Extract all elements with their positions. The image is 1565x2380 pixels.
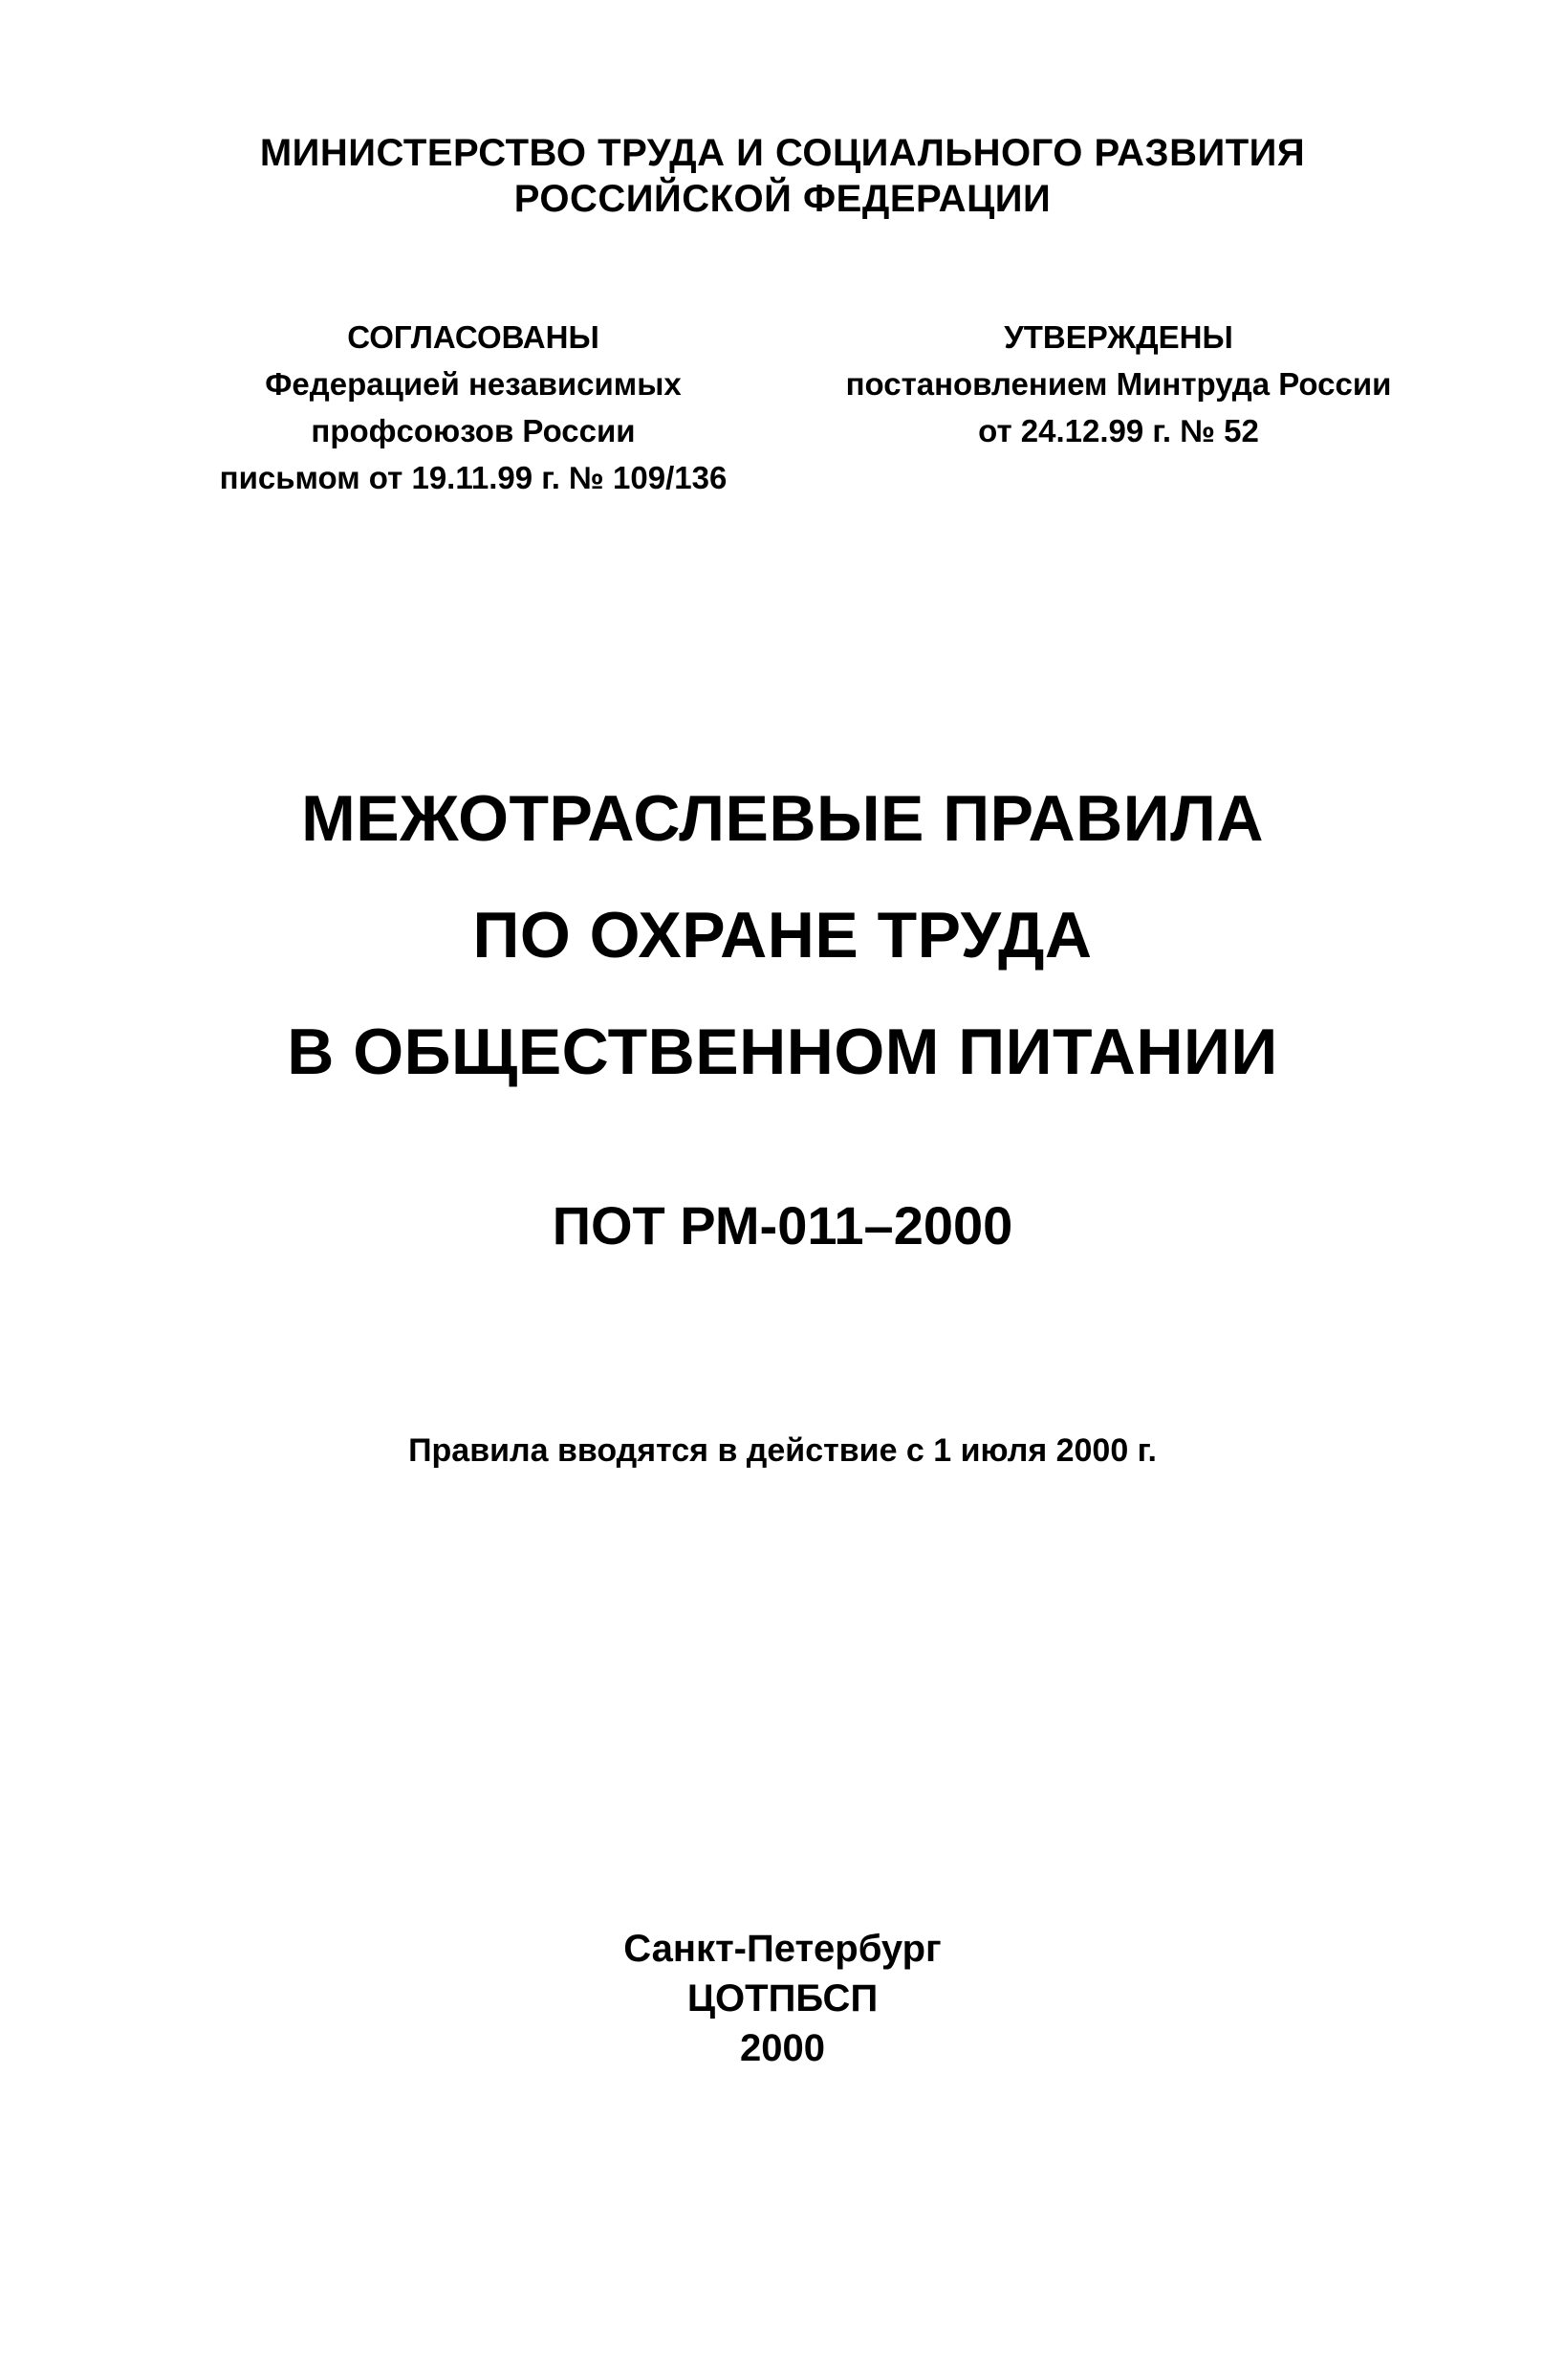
agreed-line1: Федерацией независимых: [265, 366, 682, 402]
approved-heading: УТВЕРЖДЕНЫ: [1004, 319, 1233, 355]
agreed-line3: письмом от 19.11.99 г. № 109/136: [219, 460, 728, 495]
document-code: ПОТ РМ-011–2000: [552, 1195, 1013, 1256]
effective-date-text: Правила вводятся в действие с 1 июля 2000 г.: [408, 1432, 1157, 1469]
agreed-block: [158, 314, 789, 501]
approved-block: [793, 314, 1444, 454]
agreed-line2: профсоюзов России: [311, 413, 636, 448]
effective-date-note: [0, 1434, 1565, 1467]
document-title-line3: В ОБЩЕСТВЕННОМ ПИТАНИИ: [287, 1015, 1278, 1088]
document-title-line1: МЕЖОТРАСЛЕВЫЕ ПРАВИЛА: [301, 782, 1264, 855]
approved-line2: от 24.12.99 г. № 52: [978, 413, 1259, 448]
ministry-name-line2: РОССИЙСКОЙ ФЕДЕРАЦИИ: [513, 178, 1052, 220]
ministry-name-line1: МИНИСТЕРСТВО ТРУДА И СОЦИАЛЬНОГО РАЗВИТИЯ: [259, 132, 1306, 174]
approved-line1: постановлением Минтруда России: [845, 366, 1392, 402]
imprint-publisher: ЦОТПБСП: [686, 1977, 879, 2020]
document-title-line2: ПО ОХРАНЕ ТРУДА: [472, 899, 1093, 972]
imprint-year: 2000: [740, 2027, 825, 2069]
imprint-city: Санкт-Петербург: [623, 1928, 942, 1970]
agreed-heading: СОГЛАСОВАНЫ: [347, 319, 599, 355]
